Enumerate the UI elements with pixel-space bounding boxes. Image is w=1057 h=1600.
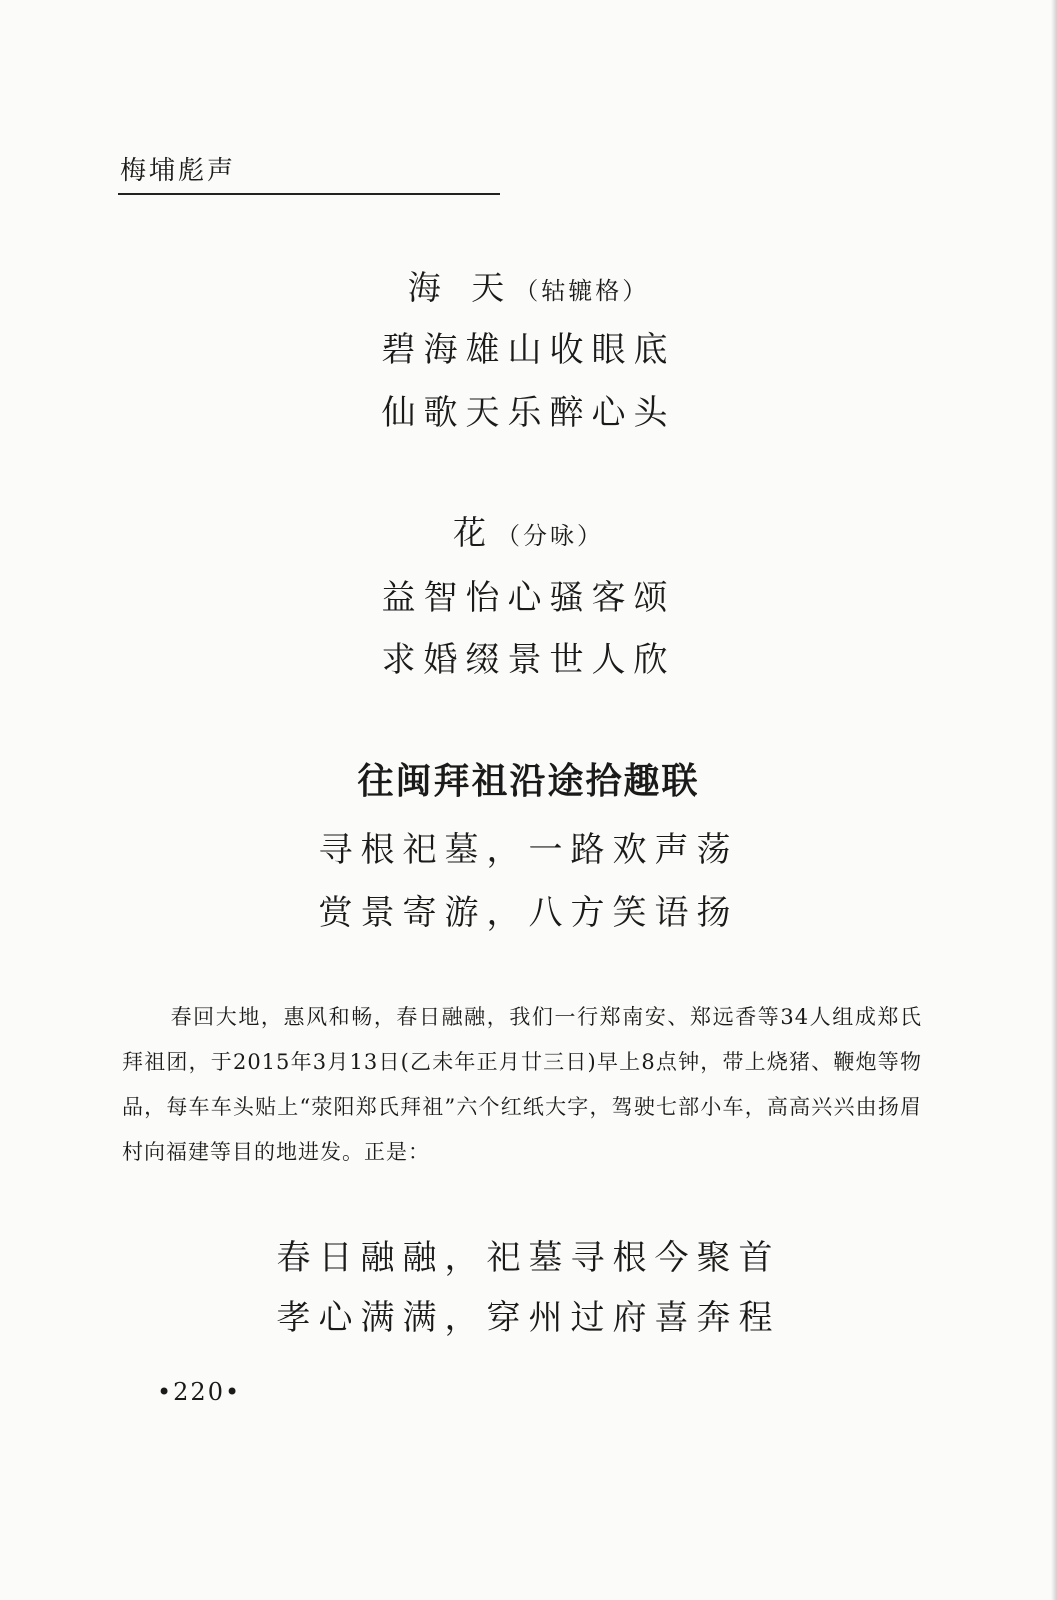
running-header: 梅埔彪声 [120,156,237,186]
page-edge-shadow [1051,0,1057,1600]
poem-1-title-text: 海 天 [407,268,515,307]
closing-line-1: 春日融融，祀墓寻根今聚首 [276,1238,781,1278]
poem-2-note: （分咏） [496,522,604,550]
couplet-line-1: 寻根祀墓，一路欢声荡 [318,830,739,870]
poem-2-line-2: 求婚缀景世人欣 [381,640,676,680]
poem-2-line-1: 益智怡心骚客颂 [381,578,676,618]
poem-1-note: （轱辘格） [514,277,650,305]
header-rule [118,193,500,195]
poem-1-title [0,262,1057,309]
body-paragraph-text: 春回大地，惠风和畅，春日融融，我们一行郑南安、郑远香等34人组成郑氏拜祖团，于2015年3月13日(乙未年正月廿三日)早上8点钟，带上烧猪、鞭炮等物品，每车车头贴上“荥阳郑氏拜祖”六个红纸大字，驾驶七部小车，高高兴兴由扬眉村向福建等目的地进发。正是： [122,1005,922,1164]
poem-2-title [0,507,1057,554]
couplet-line-2: 赏景寄游，八方笑语扬 [318,893,739,933]
body-paragraph [122,995,922,1175]
poem-2-title-text: 花 [453,513,496,552]
section-title: 往闽拜祖沿途拾趣联 [357,761,700,802]
poem-1-line-2: 仙歌天乐醉心头 [381,393,676,433]
page-number: •220• [157,1378,242,1406]
closing-line-2: 孝心满满，穿州过府喜奔程 [276,1298,781,1338]
poem-1-line-1: 碧海雄山收眼底 [381,330,676,370]
